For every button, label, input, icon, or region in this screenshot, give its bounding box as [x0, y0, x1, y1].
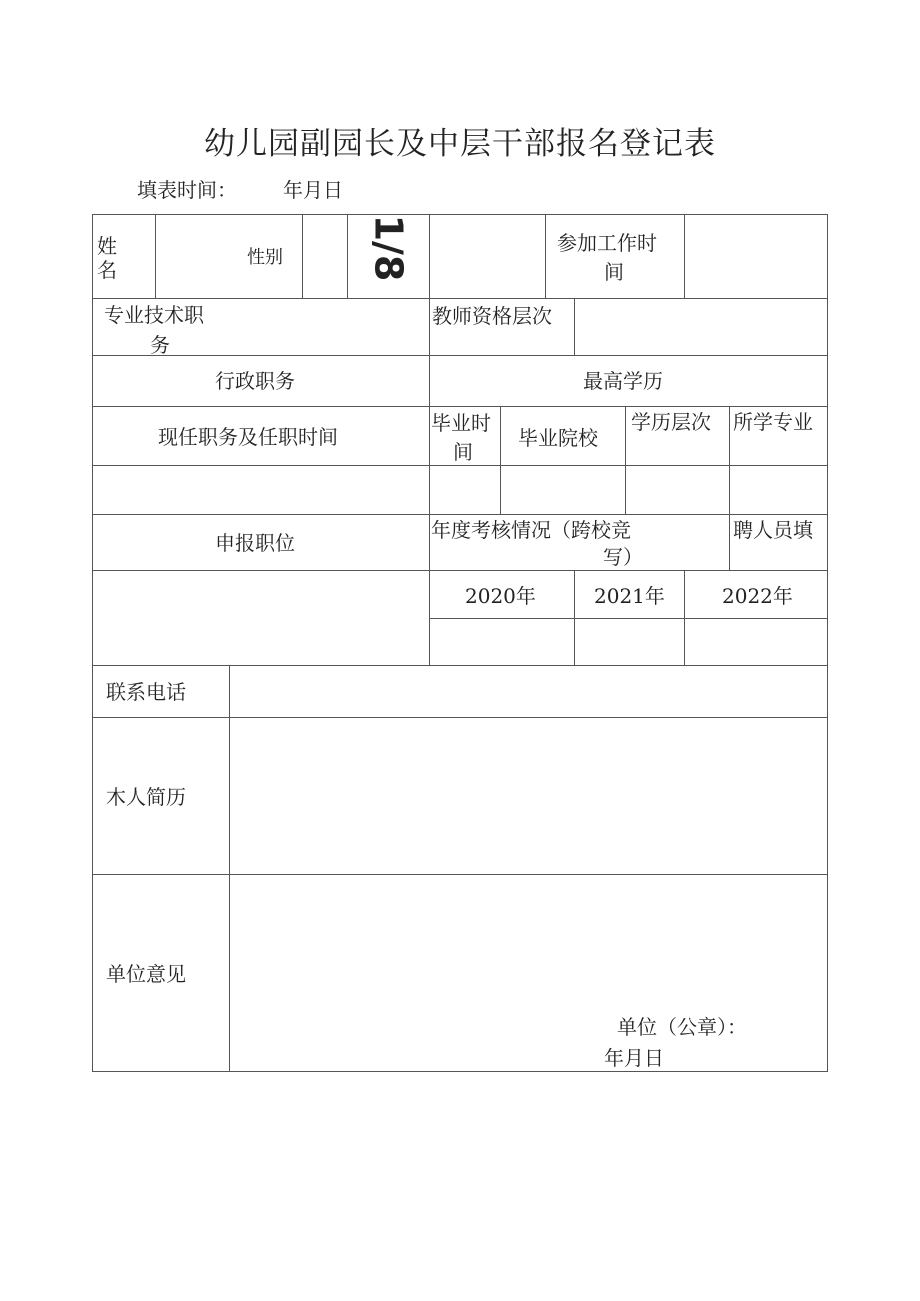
label-year-2022: 2022年 — [722, 584, 793, 608]
col-divider — [229, 665, 230, 1072]
photo-mark: 1/8 — [366, 214, 411, 282]
fill-date-label: 填表时间： — [137, 178, 237, 202]
col-divider — [684, 570, 685, 665]
col-divider — [347, 214, 348, 298]
label-date-bottom: 年月日 — [604, 1046, 664, 1070]
row-divider — [92, 570, 828, 571]
col-divider — [545, 214, 546, 298]
label-year-2021: 2021年 — [594, 584, 665, 608]
col-divider — [574, 570, 575, 665]
col-divider — [155, 214, 156, 298]
label-edu-level: 学历层次 — [631, 410, 711, 434]
col-divider — [574, 298, 575, 355]
label-resume: 木人简历 — [106, 785, 186, 809]
row-divider — [92, 514, 828, 515]
label-name-1: 姓 — [97, 234, 117, 258]
label-work-start-2: 间 — [604, 260, 624, 284]
row-divider — [429, 618, 828, 619]
fill-date-value: 年月日 — [283, 178, 343, 202]
label-year-2020: 2020年 — [465, 584, 536, 608]
row-divider — [92, 355, 828, 356]
label-annual-review-1: 年度考核情况（跨校竞 — [431, 518, 631, 542]
col-divider — [302, 214, 303, 298]
label-name-2: 名 — [97, 258, 117, 282]
col-divider — [684, 214, 685, 298]
label-grad-time-1: 毕业时 — [431, 411, 491, 435]
label-major: 所学专业 — [733, 410, 813, 434]
label-tech-title-1: 专业技术职 — [104, 303, 204, 327]
label-apply-post: 申报职位 — [215, 531, 295, 555]
row-divider — [92, 298, 828, 299]
label-grad-time-2: 间 — [453, 440, 473, 464]
label-work-start-1: 参加工作时 — [557, 231, 657, 255]
row-divider — [92, 665, 828, 666]
col-divider — [500, 406, 501, 514]
label-unit-opinion: 单位意见 — [106, 962, 186, 986]
label-current-post: 现任职务及任职时间 — [158, 425, 338, 449]
col-divider — [625, 406, 626, 514]
registration-table — [92, 214, 828, 1072]
document-title: 幼儿园副园长及中层干部报名登记表 — [204, 126, 716, 162]
label-grad-school: 毕业院校 — [518, 426, 598, 450]
label-gender: 性别 — [247, 247, 283, 268]
label-tech-title-2: 务 — [150, 333, 170, 357]
label-highest-edu: 最高学历 — [583, 369, 663, 393]
label-annual-review-2: 写） — [603, 545, 643, 569]
row-divider — [92, 717, 828, 718]
col-divider — [729, 406, 730, 570]
row-divider — [92, 874, 828, 875]
label-unit-seal: 单位（公章）： — [617, 1015, 747, 1039]
fill-date-row — [137, 174, 343, 203]
label-phone: 联系电话 — [106, 680, 186, 704]
label-admin-post: 行政职务 — [215, 369, 295, 393]
label-hire-fill: 聘人员填 — [733, 518, 813, 542]
label-teacher-qual: 教师资格层次 — [432, 304, 552, 328]
col-divider — [429, 214, 430, 665]
row-divider — [92, 406, 828, 407]
